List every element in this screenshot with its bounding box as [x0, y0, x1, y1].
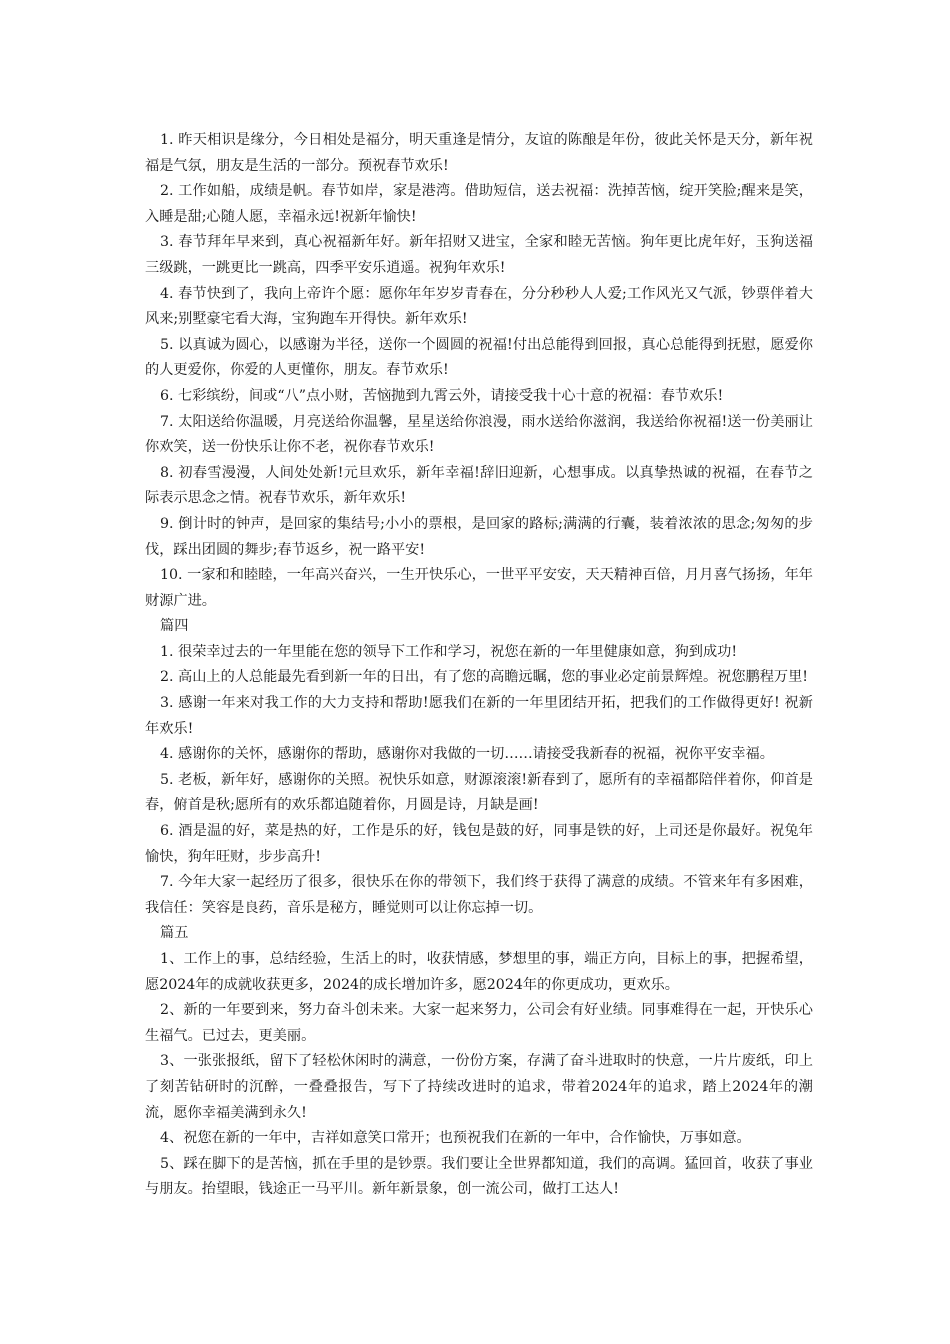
paragraph: 2、新的一年要到来，努力奋斗创未来。大家一起来努力，公司会有好业绩。同事难得在一起，开快乐心生福气。已过去，更美丽。	[145, 1002, 813, 1044]
paragraph: 1. 昨天相识是缘分，今日相处是福分，明天重逢是情分，友谊的陈酿是年份，彼此关怀是天分，新年祝福是气氛，朋友是生活的一部分。预祝春节欢乐!	[145, 132, 813, 174]
paragraph: 5. 老板，新年好，感谢你的关照。祝快乐如意，财源滚滚!新春到了，愿所有的幸福都陪伴着你，仰首是春，俯首是秋;愿所有的欢乐都追随着你，月圆是诗，月缺是画!	[145, 771, 813, 814]
paragraph: 7. 今年大家一起经历了很多，很快乐在你的带领下，我们终于获得了满意的成绩。不管来年有多困难，我信任：笑容是良药，音乐是秘方，睡觉则可以让你忘掉一切。	[145, 874, 813, 916]
paragraph: 4、祝您在新的一年中，吉祥如意笑口常开；也预祝我们在新的一年中，合作愉快，万事如意。	[160, 1130, 751, 1147]
paragraph: 2. 工作如船，成绩是帆。春节如岸，家是港湾。借助短信，送去祝福：洗掉苦恼，绽开笑脸;醒来是笑，入睡是甜;心随人愿，幸福永远!祝新年愉快!	[145, 183, 813, 225]
section-heading: 篇四	[160, 618, 189, 635]
document-body	[145, 128, 813, 1203]
paragraph: 5、踩在脚下的是苦恼，抓在手里的是钞票。我们要让全世界都知道，我们的高调。猛回首，收获了事业与朋友。抬望眼，钱途正一马平川。新年新景象，创一流公司，做打工达人!	[145, 1155, 813, 1198]
paragraph: 9. 倒计时的钟声，是回家的集结号;小小的票根，是回家的路标;满满的行囊，装着浓浓的思念;匆匆的步伐，踩出团圆的舞步;春节返乡，祝一路平安!	[145, 515, 813, 558]
paragraph: 4. 春节快到了，我向上帝许个愿：愿你年年岁岁青春在，分分秒秒人人爱;工作风光又气派，钞票伴着大风来;别墅豪宅看大海，宝狗跑车开得快。新年欢乐!	[145, 285, 813, 328]
paragraph: 1、工作上的事，总结经验，生活上的时，收获情感，梦想里的事，端正方向，目标上的事，把握希望，愿2024年的成就收获更多，2024的成长增加许多，愿2024年的你更成功，更欢乐。	[145, 951, 813, 993]
paragraph: 3. 感谢一年来对我工作的大力支持和帮助!愿我们在新的一年里团结开拓，把我们的工作做得更好! 祝新年欢乐!	[145, 695, 813, 737]
paragraph: 3. 春节拜年早来到，真心祝福新年好。新年招财又进宝，全家和睦无苦恼。狗年更比虎年好，玉狗送福三级跳，一跳更比一跳高，四季平安乐逍遥。祝狗年欢乐!	[145, 234, 813, 276]
paragraph: 3、一张张报纸，留下了轻松休闲时的满意，一份份方案，存满了奋斗进取时的快意，一片片废纸，印上了刻苦钻研时的沉醉，一叠叠报告，写下了持续改进时的追求，带着2024年的追求，踏上2024年的潮流，愿你幸福美满到永久!	[145, 1053, 813, 1121]
paragraph: 2. 高山上的人总能最先看到新一年的日出，有了您的高瞻远瞩，您的事业必定前景辉煌。祝您鹏程万里!	[160, 669, 809, 686]
paragraph: 4. 感谢你的关怀，感谢你的帮助，感谢你对我做的一切……请接受我新春的祝福，祝你平安幸福。	[160, 746, 774, 763]
paragraph: 7. 太阳送给你温暖，月亮送给你温馨，星星送给你浪漫，雨水送给你滋润，我送给你祝福!送一份美丽让你欢笑，送一份快乐让你不老，祝你春节欢乐!	[145, 413, 813, 456]
paragraph: 6. 酒是温的好，菜是热的好，工作是乐的好，钱包是鼓的好，同事是铁的好，上司还是你最好。祝兔年愉快，狗年旺财，步步高升!	[145, 823, 813, 865]
paragraph: 8. 初春雪漫漫，人间处处新!元旦欢乐，新年幸福!辞旧迎新，心想事成。以真挚热诚的祝福，在春节之际表示思念之情。祝春节欢乐，新年欢乐!	[145, 464, 813, 507]
paragraph: 10. 一家和和睦睦，一年高兴奋兴，一生开快乐心，一世平平安安，天天精神百倍，月月喜气扬扬，年年财源广进。	[145, 567, 813, 609]
paragraph: 5. 以真诚为圆心，以感谢为半径，送你一个圆圆的祝福!付出总能得到回报，真心总能得到抚慰，愿爱你的人更爱你，你爱的人更懂你，朋友。春节欢乐!	[145, 336, 813, 379]
section-heading: 篇五	[160, 925, 189, 942]
paragraph: 1. 很荣幸过去的一年里能在您的领导下工作和学习，祝您在新的一年里健康如意，狗到成功!	[160, 643, 738, 660]
paragraph: 6. 七彩缤纷，间或“八”点小财，苦恼抛到九霄云外，请接受我十心十意的祝福：春节欢乐!	[160, 387, 724, 404]
